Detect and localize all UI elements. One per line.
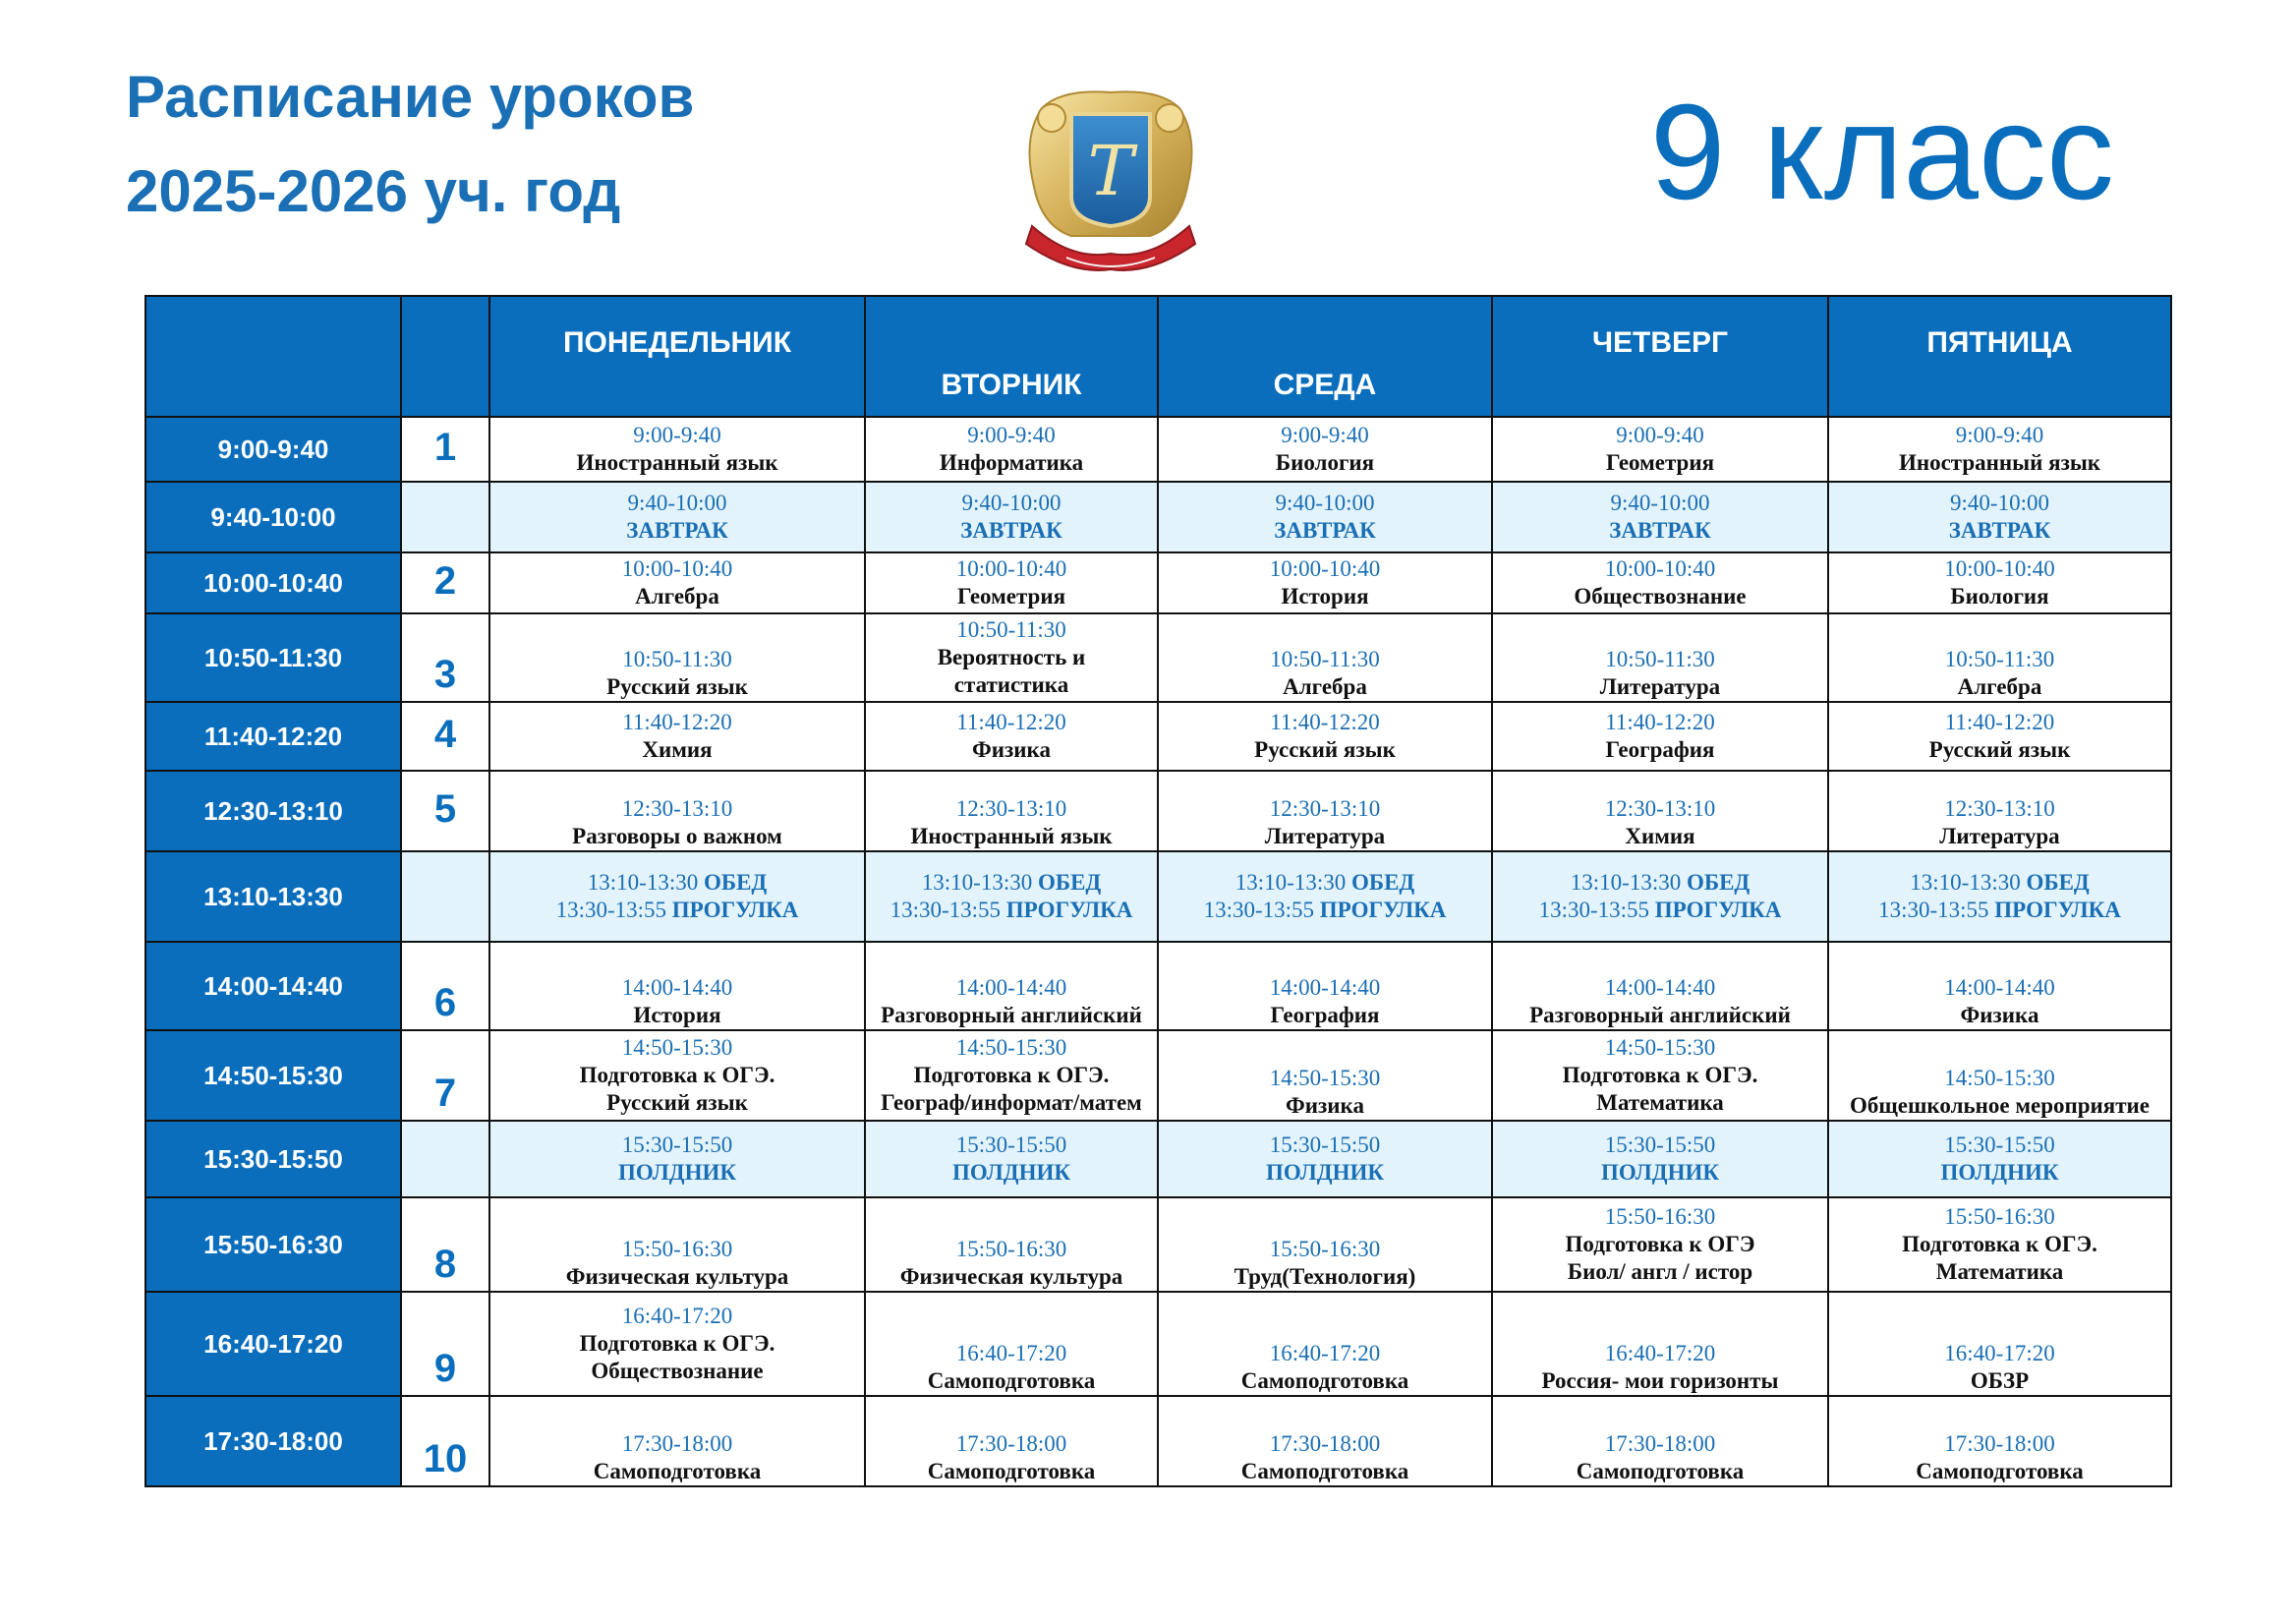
lesson-cell bbox=[865, 1121, 1158, 1197]
break-label: ПРОГУЛКА bbox=[671, 898, 799, 922]
lesson-cell bbox=[489, 417, 865, 482]
lesson-cell bbox=[1492, 613, 1828, 702]
subject-name: Разговорный английский bbox=[1529, 1003, 1791, 1027]
subject-name: Иностранный язык bbox=[910, 824, 1113, 848]
break-time: 13:30-13:55 bbox=[1878, 898, 1989, 922]
lesson-cell bbox=[865, 942, 1158, 1030]
break-time: 13:10-13:30 bbox=[587, 870, 699, 895]
table-row bbox=[145, 1197, 2171, 1292]
subject-name-line-2: Обществознание bbox=[591, 1359, 764, 1383]
lesson-time: 14:00-14:40 bbox=[1944, 975, 2055, 1000]
day-header-monday: ПОНЕДЕЛЬНИК bbox=[489, 296, 865, 417]
subject-name: Литература bbox=[1939, 824, 2060, 848]
lesson-time: 17:30-18:00 bbox=[1604, 1431, 1716, 1456]
lunch-line bbox=[1829, 869, 2170, 897]
lesson-cell bbox=[1828, 417, 2171, 482]
break-time: 13:10-13:30 bbox=[1570, 870, 1682, 895]
time-slot-label: 11:40-12:20 bbox=[145, 702, 401, 771]
subject-name: Физика bbox=[1960, 1003, 2039, 1027]
subject-name: Общешкольное мероприятие bbox=[1849, 1093, 2151, 1118]
table-header-row bbox=[145, 296, 2171, 417]
lesson-cell bbox=[1828, 1396, 2171, 1486]
lesson-time: 10:50-11:30 bbox=[1605, 647, 1715, 671]
lesson-cell bbox=[1158, 1396, 1492, 1486]
break-label: ЗАВТРАК bbox=[960, 518, 1062, 543]
lesson-time: 14:00-14:40 bbox=[1269, 975, 1381, 1000]
lesson-time: 10:00-10:40 bbox=[1944, 556, 2055, 581]
lesson-cell bbox=[1492, 552, 1828, 613]
walk-line bbox=[1159, 897, 1491, 924]
lesson-time: 14:50-15:30 bbox=[955, 1035, 1067, 1060]
lesson-number: 6 bbox=[401, 942, 489, 1030]
lesson-cell bbox=[489, 1292, 865, 1396]
lesson-time: 15:30-15:50 bbox=[621, 1132, 733, 1157]
lesson-cell bbox=[1492, 771, 1828, 851]
time-slot-label: 10:50-11:30 bbox=[145, 613, 401, 702]
lesson-cell bbox=[1158, 1121, 1492, 1197]
subject-name-line-2: Географ/информат/матем bbox=[881, 1090, 1142, 1115]
day-header-tuesday: ВТОРНИК bbox=[865, 296, 1158, 417]
subject-name: Вероятность и bbox=[937, 645, 1086, 669]
subject-name: История bbox=[1281, 584, 1369, 609]
subject-name: Подготовка к ОГЭ. bbox=[913, 1063, 1110, 1087]
lesson-number bbox=[401, 1121, 489, 1197]
lesson-time: 9:40-10:00 bbox=[627, 491, 727, 515]
lesson-cell bbox=[1158, 942, 1492, 1030]
time-slot-label: 14:00-14:40 bbox=[145, 942, 401, 1030]
break-label: ПРОГУЛКА bbox=[1005, 898, 1133, 922]
subject-name: ОБЗР bbox=[1970, 1368, 2030, 1393]
lesson-cell bbox=[1158, 771, 1492, 851]
break-time: 13:30-13:55 bbox=[1538, 898, 1650, 922]
lesson-time: 9:00-9:40 bbox=[1955, 423, 2044, 447]
lesson-cell bbox=[865, 482, 1158, 552]
lesson-cell bbox=[865, 1197, 1158, 1292]
lesson-time: 12:30-13:10 bbox=[1604, 796, 1716, 821]
time-slot-label: 12:30-13:10 bbox=[145, 771, 401, 851]
lesson-time: 15:50-16:30 bbox=[1604, 1204, 1716, 1229]
lesson-number: 2 bbox=[401, 552, 489, 613]
lesson-cell bbox=[865, 771, 1158, 851]
lesson-cell bbox=[1828, 482, 2171, 552]
subject-name: Биология bbox=[1950, 584, 2049, 609]
subject-name: Самоподготовка bbox=[1916, 1459, 2084, 1483]
lesson-cell bbox=[1492, 1121, 1828, 1197]
lesson-time: 14:50-15:30 bbox=[1269, 1066, 1381, 1090]
table-row bbox=[145, 1030, 2171, 1121]
subject-name: Подготовка к ОГЭ. bbox=[579, 1331, 775, 1356]
break-time: 13:30-13:55 bbox=[890, 898, 1002, 922]
lesson-cell bbox=[1492, 942, 1828, 1030]
lesson-time: 15:50-16:30 bbox=[621, 1237, 733, 1261]
lesson-time: 15:30-15:50 bbox=[1269, 1132, 1381, 1157]
break-label: ПОЛДНИК bbox=[951, 1160, 1071, 1185]
lesson-time: 10:00-10:40 bbox=[621, 556, 733, 581]
break-label: ПОЛДНИК bbox=[1600, 1160, 1720, 1185]
lesson-cell bbox=[1492, 1197, 1828, 1292]
lesson-cell bbox=[489, 942, 865, 1030]
break-label: ЗАВТРАК bbox=[626, 518, 728, 543]
break-label: ОБЕД bbox=[1037, 870, 1102, 895]
subject-name-line-2: Биол/ англ / истор bbox=[1567, 1259, 1753, 1284]
lesson-cell bbox=[1158, 613, 1492, 702]
table-row bbox=[145, 1292, 2171, 1396]
time-slot-label: 10:00-10:40 bbox=[145, 552, 401, 613]
lesson-number: 5 bbox=[401, 771, 489, 851]
lesson-cell bbox=[1158, 417, 1492, 482]
lesson-cell bbox=[1492, 1396, 1828, 1486]
lesson-time: 9:40-10:00 bbox=[1950, 491, 2049, 515]
subject-name: Физика bbox=[1286, 1093, 1364, 1118]
lesson-cell bbox=[865, 702, 1158, 771]
schedule-table bbox=[144, 295, 2172, 1487]
header-blank bbox=[145, 296, 401, 417]
subject-name-line-2: Математика bbox=[1596, 1090, 1724, 1115]
break-time: 13:10-13:30 bbox=[921, 870, 1033, 895]
subject-name: Самоподготовка bbox=[1240, 1368, 1409, 1393]
subject-name: Русский язык bbox=[1254, 737, 1396, 762]
subject-name: Алгебра bbox=[635, 584, 719, 609]
break-time: 13:30-13:55 bbox=[1203, 898, 1315, 922]
break-label: ОБЕД bbox=[1686, 870, 1751, 895]
lesson-time: 16:40-17:20 bbox=[621, 1304, 733, 1328]
lesson-time: 12:30-13:10 bbox=[1269, 796, 1381, 821]
lesson-time: 14:00-14:40 bbox=[621, 975, 733, 1000]
lesson-cell bbox=[1158, 702, 1492, 771]
lesson-time: 9:00-9:40 bbox=[633, 423, 721, 447]
lesson-time: 11:40-12:20 bbox=[1944, 710, 2055, 734]
lesson-cell bbox=[865, 552, 1158, 613]
table-row bbox=[145, 482, 2171, 552]
break-label: ОБЕД bbox=[2026, 870, 2090, 895]
table-row bbox=[145, 1396, 2171, 1486]
lesson-cell bbox=[489, 482, 865, 552]
table-row bbox=[145, 552, 2171, 613]
time-slot-label: 9:40-10:00 bbox=[145, 482, 401, 552]
lesson-cell bbox=[489, 1121, 865, 1197]
time-slot-label: 9:00-9:40 bbox=[145, 417, 401, 482]
lesson-cell bbox=[1828, 942, 2171, 1030]
lesson-time: 15:30-15:50 bbox=[1944, 1132, 2055, 1157]
lesson-cell bbox=[1492, 417, 1828, 482]
lesson-time: 9:00-9:40 bbox=[1281, 423, 1369, 447]
lesson-time: 14:50-15:30 bbox=[1944, 1066, 2055, 1090]
subject-name: Алгебра bbox=[1957, 674, 2042, 699]
time-slot-label: 17:30-18:00 bbox=[145, 1396, 401, 1486]
subject-name-line-2: статистика bbox=[953, 672, 1069, 697]
table-row bbox=[145, 942, 2171, 1030]
lesson-cell bbox=[489, 702, 865, 771]
lesson-time: 15:50-16:30 bbox=[1944, 1204, 2055, 1229]
subject-name: Русский язык bbox=[1928, 737, 2071, 762]
lesson-time: 10:50-11:30 bbox=[622, 647, 732, 671]
title-line-1: Расписание уроков bbox=[126, 64, 695, 130]
walk-line bbox=[1493, 897, 1827, 924]
lesson-time: 12:30-13:10 bbox=[1944, 796, 2055, 821]
lesson-number: 7 bbox=[401, 1030, 489, 1121]
lesson-cell bbox=[865, 1396, 1158, 1486]
break-time: 13:30-13:55 bbox=[555, 898, 667, 922]
table-row bbox=[145, 771, 2171, 851]
lesson-time: 10:00-10:40 bbox=[1604, 556, 1716, 581]
lesson-time: 9:00-9:40 bbox=[967, 423, 1056, 447]
lesson-time: 16:40-17:20 bbox=[1944, 1341, 2055, 1365]
lesson-time: 17:30-18:00 bbox=[1269, 1431, 1381, 1456]
subject-name: Биология bbox=[1275, 450, 1375, 475]
subject-name-line-2: Математика bbox=[1935, 1259, 2064, 1284]
lesson-number bbox=[401, 851, 489, 942]
subject-name: География bbox=[1270, 1003, 1380, 1027]
lesson-number: 8 bbox=[401, 1197, 489, 1292]
lesson-time: 11:40-12:20 bbox=[956, 710, 1066, 734]
lesson-time: 16:40-17:20 bbox=[955, 1341, 1067, 1365]
walk-line bbox=[490, 897, 864, 924]
lesson-time: 11:40-12:20 bbox=[1270, 710, 1380, 734]
lesson-time: 11:40-12:20 bbox=[1605, 710, 1715, 734]
lesson-time: 14:50-15:30 bbox=[621, 1035, 733, 1060]
lesson-cell bbox=[1492, 702, 1828, 771]
lesson-cell bbox=[1158, 1030, 1492, 1121]
lesson-time: 17:30-18:00 bbox=[955, 1431, 1067, 1456]
subject-name: Подготовка к ОГЭ. bbox=[1562, 1063, 1758, 1087]
lesson-cell bbox=[1828, 771, 2171, 851]
subject-name: История bbox=[633, 1003, 721, 1027]
subject-name: Физическая культура bbox=[899, 1264, 1123, 1289]
lesson-time: 17:30-18:00 bbox=[621, 1431, 733, 1456]
subject-name: Физика bbox=[972, 737, 1051, 762]
day-header-wednesday: СРЕДА bbox=[1158, 296, 1492, 417]
lesson-time: 15:50-16:30 bbox=[955, 1237, 1067, 1261]
lesson-cell bbox=[865, 417, 1158, 482]
subject-name: Иностранный язык bbox=[1898, 450, 2101, 475]
break-label: ПОЛДНИК bbox=[1265, 1160, 1385, 1185]
lesson-cell bbox=[1492, 482, 1828, 552]
time-slot-label: 13:10-13:30 bbox=[145, 851, 401, 942]
lesson-time: 15:30-15:50 bbox=[955, 1132, 1067, 1157]
lesson-time: 12:30-13:10 bbox=[955, 796, 1067, 821]
lesson-cell bbox=[1492, 1292, 1828, 1396]
lesson-time: 15:30-15:50 bbox=[1604, 1132, 1716, 1157]
subject-name: Литература bbox=[1264, 824, 1386, 848]
lesson-cell bbox=[1158, 1292, 1492, 1396]
lesson-time: 10:50-11:30 bbox=[1270, 647, 1380, 671]
lesson-cell bbox=[1828, 1030, 2171, 1121]
title-line-2: 2025-2026 уч. год bbox=[126, 158, 621, 224]
day-header-friday: ПЯТНИЦА bbox=[1828, 296, 2171, 417]
time-slot-label: 14:50-15:30 bbox=[145, 1030, 401, 1121]
subject-name: Разговорный английский bbox=[881, 1003, 1142, 1027]
lesson-cell bbox=[489, 1030, 865, 1121]
lunch-line bbox=[490, 869, 864, 897]
lesson-cell bbox=[1828, 702, 2171, 771]
lesson-number: 9 bbox=[401, 1292, 489, 1396]
break-label: ЗАВТРАК bbox=[1609, 518, 1711, 543]
break-label: ЗАВТРАК bbox=[1948, 518, 2051, 543]
subject-name: Химия bbox=[1625, 824, 1695, 848]
lesson-time: 10:00-10:40 bbox=[955, 556, 1067, 581]
subject-name: Самоподготовка bbox=[927, 1368, 1096, 1393]
subject-name: Труд(Технология) bbox=[1234, 1264, 1416, 1289]
table-row bbox=[145, 613, 2171, 702]
subject-name: Русский язык bbox=[606, 674, 748, 699]
break-label: ЗАВТРАК bbox=[1274, 518, 1376, 543]
break-label: ПОЛДНИК bbox=[617, 1160, 737, 1185]
lesson-time: 10:00-10:40 bbox=[1269, 556, 1381, 581]
lesson-time: 11:40-12:20 bbox=[622, 710, 732, 734]
header-blank-num bbox=[401, 296, 489, 417]
school-crest-logo bbox=[1012, 79, 1209, 280]
lesson-time: 9:40-10:00 bbox=[961, 491, 1062, 515]
lesson-cell bbox=[489, 851, 865, 942]
table-row bbox=[145, 417, 2171, 482]
lesson-cell bbox=[1158, 851, 1492, 942]
lesson-cell bbox=[865, 1030, 1158, 1121]
walk-line bbox=[866, 897, 1157, 924]
lunch-line bbox=[1493, 869, 1827, 897]
subject-name: Информатика bbox=[939, 450, 1084, 475]
lesson-time: 14:00-14:40 bbox=[955, 975, 1067, 1000]
break-label: ПРОГУЛКА bbox=[1994, 898, 2121, 922]
lesson-cell bbox=[1492, 851, 1828, 942]
lesson-cell bbox=[1492, 1030, 1828, 1121]
time-slot-label: 16:40-17:20 bbox=[145, 1292, 401, 1396]
subject-name: Иностранный язык bbox=[576, 450, 778, 475]
lesson-cell bbox=[865, 613, 1158, 702]
subject-name: Алгебра bbox=[1283, 674, 1367, 699]
lesson-cell bbox=[1828, 1292, 2171, 1396]
lesson-cell bbox=[865, 851, 1158, 942]
lesson-time: 14:00-14:40 bbox=[1604, 975, 1716, 1000]
break-time: 13:10-13:30 bbox=[1910, 870, 2021, 895]
lesson-cell bbox=[1158, 1197, 1492, 1292]
lesson-cell bbox=[489, 771, 865, 851]
lesson-time: 10:50-11:30 bbox=[1944, 647, 2055, 671]
table-row bbox=[145, 851, 2171, 942]
subject-name: Самоподготовка bbox=[927, 1459, 1096, 1483]
lunch-line bbox=[1159, 869, 1491, 897]
lesson-time: 15:50-16:30 bbox=[1269, 1237, 1381, 1261]
subject-name: Самоподготовка bbox=[1576, 1459, 1745, 1483]
lesson-time: 16:40-17:20 bbox=[1604, 1341, 1716, 1365]
lesson-time: 17:30-18:00 bbox=[1944, 1431, 2055, 1456]
subject-name: Обществознание bbox=[1574, 584, 1747, 609]
class-label: 9 класс bbox=[1649, 77, 2114, 228]
lesson-time: 10:50-11:30 bbox=[956, 617, 1066, 642]
day-header-thursday: ЧЕТВЕРГ bbox=[1492, 296, 1828, 417]
subject-name: Геометрия bbox=[1605, 450, 1715, 475]
lesson-cell bbox=[489, 1197, 865, 1292]
subject-name: Россия- мои горизонты bbox=[1541, 1368, 1779, 1393]
lesson-cell bbox=[1158, 482, 1492, 552]
subject-name: Химия bbox=[642, 737, 713, 762]
time-slot-label: 15:50-16:30 bbox=[145, 1197, 401, 1292]
time-slot-label: 15:30-15:50 bbox=[145, 1121, 401, 1197]
lesson-number: 10 bbox=[401, 1396, 489, 1486]
lesson-time: 14:50-15:30 bbox=[1604, 1035, 1716, 1060]
lesson-time: 12:30-13:10 bbox=[621, 796, 733, 821]
svg-text:T: T bbox=[1087, 131, 1134, 211]
subject-name-line-2: Русский язык bbox=[606, 1090, 748, 1115]
lesson-number: 3 bbox=[401, 613, 489, 702]
subject-name: Самоподготовка bbox=[593, 1459, 762, 1483]
lesson-time: 9:40-10:00 bbox=[1275, 491, 1375, 515]
break-time: 13:10-13:30 bbox=[1234, 870, 1347, 895]
subject-name: География bbox=[1605, 737, 1715, 762]
subject-name: Самоподготовка bbox=[1240, 1459, 1409, 1483]
lesson-cell bbox=[1828, 613, 2171, 702]
subject-name: Геометрия bbox=[956, 584, 1066, 609]
lesson-cell bbox=[865, 1292, 1158, 1396]
lesson-cell bbox=[1158, 552, 1492, 613]
lesson-time: 9:40-10:00 bbox=[1610, 491, 1710, 515]
schedule-title bbox=[126, 61, 694, 250]
break-label: ОБЕД bbox=[703, 870, 768, 895]
lesson-cell bbox=[1828, 851, 2171, 942]
lesson-time: 16:40-17:20 bbox=[1269, 1341, 1381, 1365]
break-label: ПОЛДНИК bbox=[1940, 1160, 2059, 1185]
table-row bbox=[145, 702, 2171, 771]
lesson-number: 4 bbox=[401, 702, 489, 771]
lesson-time: 9:00-9:40 bbox=[1616, 423, 1704, 447]
lunch-line bbox=[866, 869, 1157, 897]
lesson-cell bbox=[489, 1396, 865, 1486]
break-label: ПРОГУЛКА bbox=[1319, 898, 1447, 922]
subject-name: Разговоры о важном bbox=[572, 824, 782, 848]
lesson-cell bbox=[1828, 552, 2171, 613]
lesson-cell bbox=[489, 552, 865, 613]
lesson-cell bbox=[1828, 1121, 2171, 1197]
lesson-number: 1 bbox=[401, 417, 489, 482]
table-row bbox=[145, 1121, 2171, 1197]
subject-name: Литература bbox=[1599, 674, 1721, 699]
break-label: ОБЕД bbox=[1350, 870, 1415, 895]
walk-line bbox=[1829, 897, 2170, 924]
subject-name: Подготовка к ОГЭ bbox=[1565, 1232, 1755, 1256]
subject-name: Подготовка к ОГЭ. bbox=[1902, 1232, 2097, 1256]
break-label: ПРОГУЛКА bbox=[1654, 898, 1782, 922]
lesson-number bbox=[401, 482, 489, 552]
subject-name: Физическая культура bbox=[565, 1264, 789, 1289]
lesson-cell bbox=[489, 613, 865, 702]
lesson-cell bbox=[1828, 1197, 2171, 1292]
subject-name: Подготовка к ОГЭ. bbox=[579, 1063, 775, 1087]
